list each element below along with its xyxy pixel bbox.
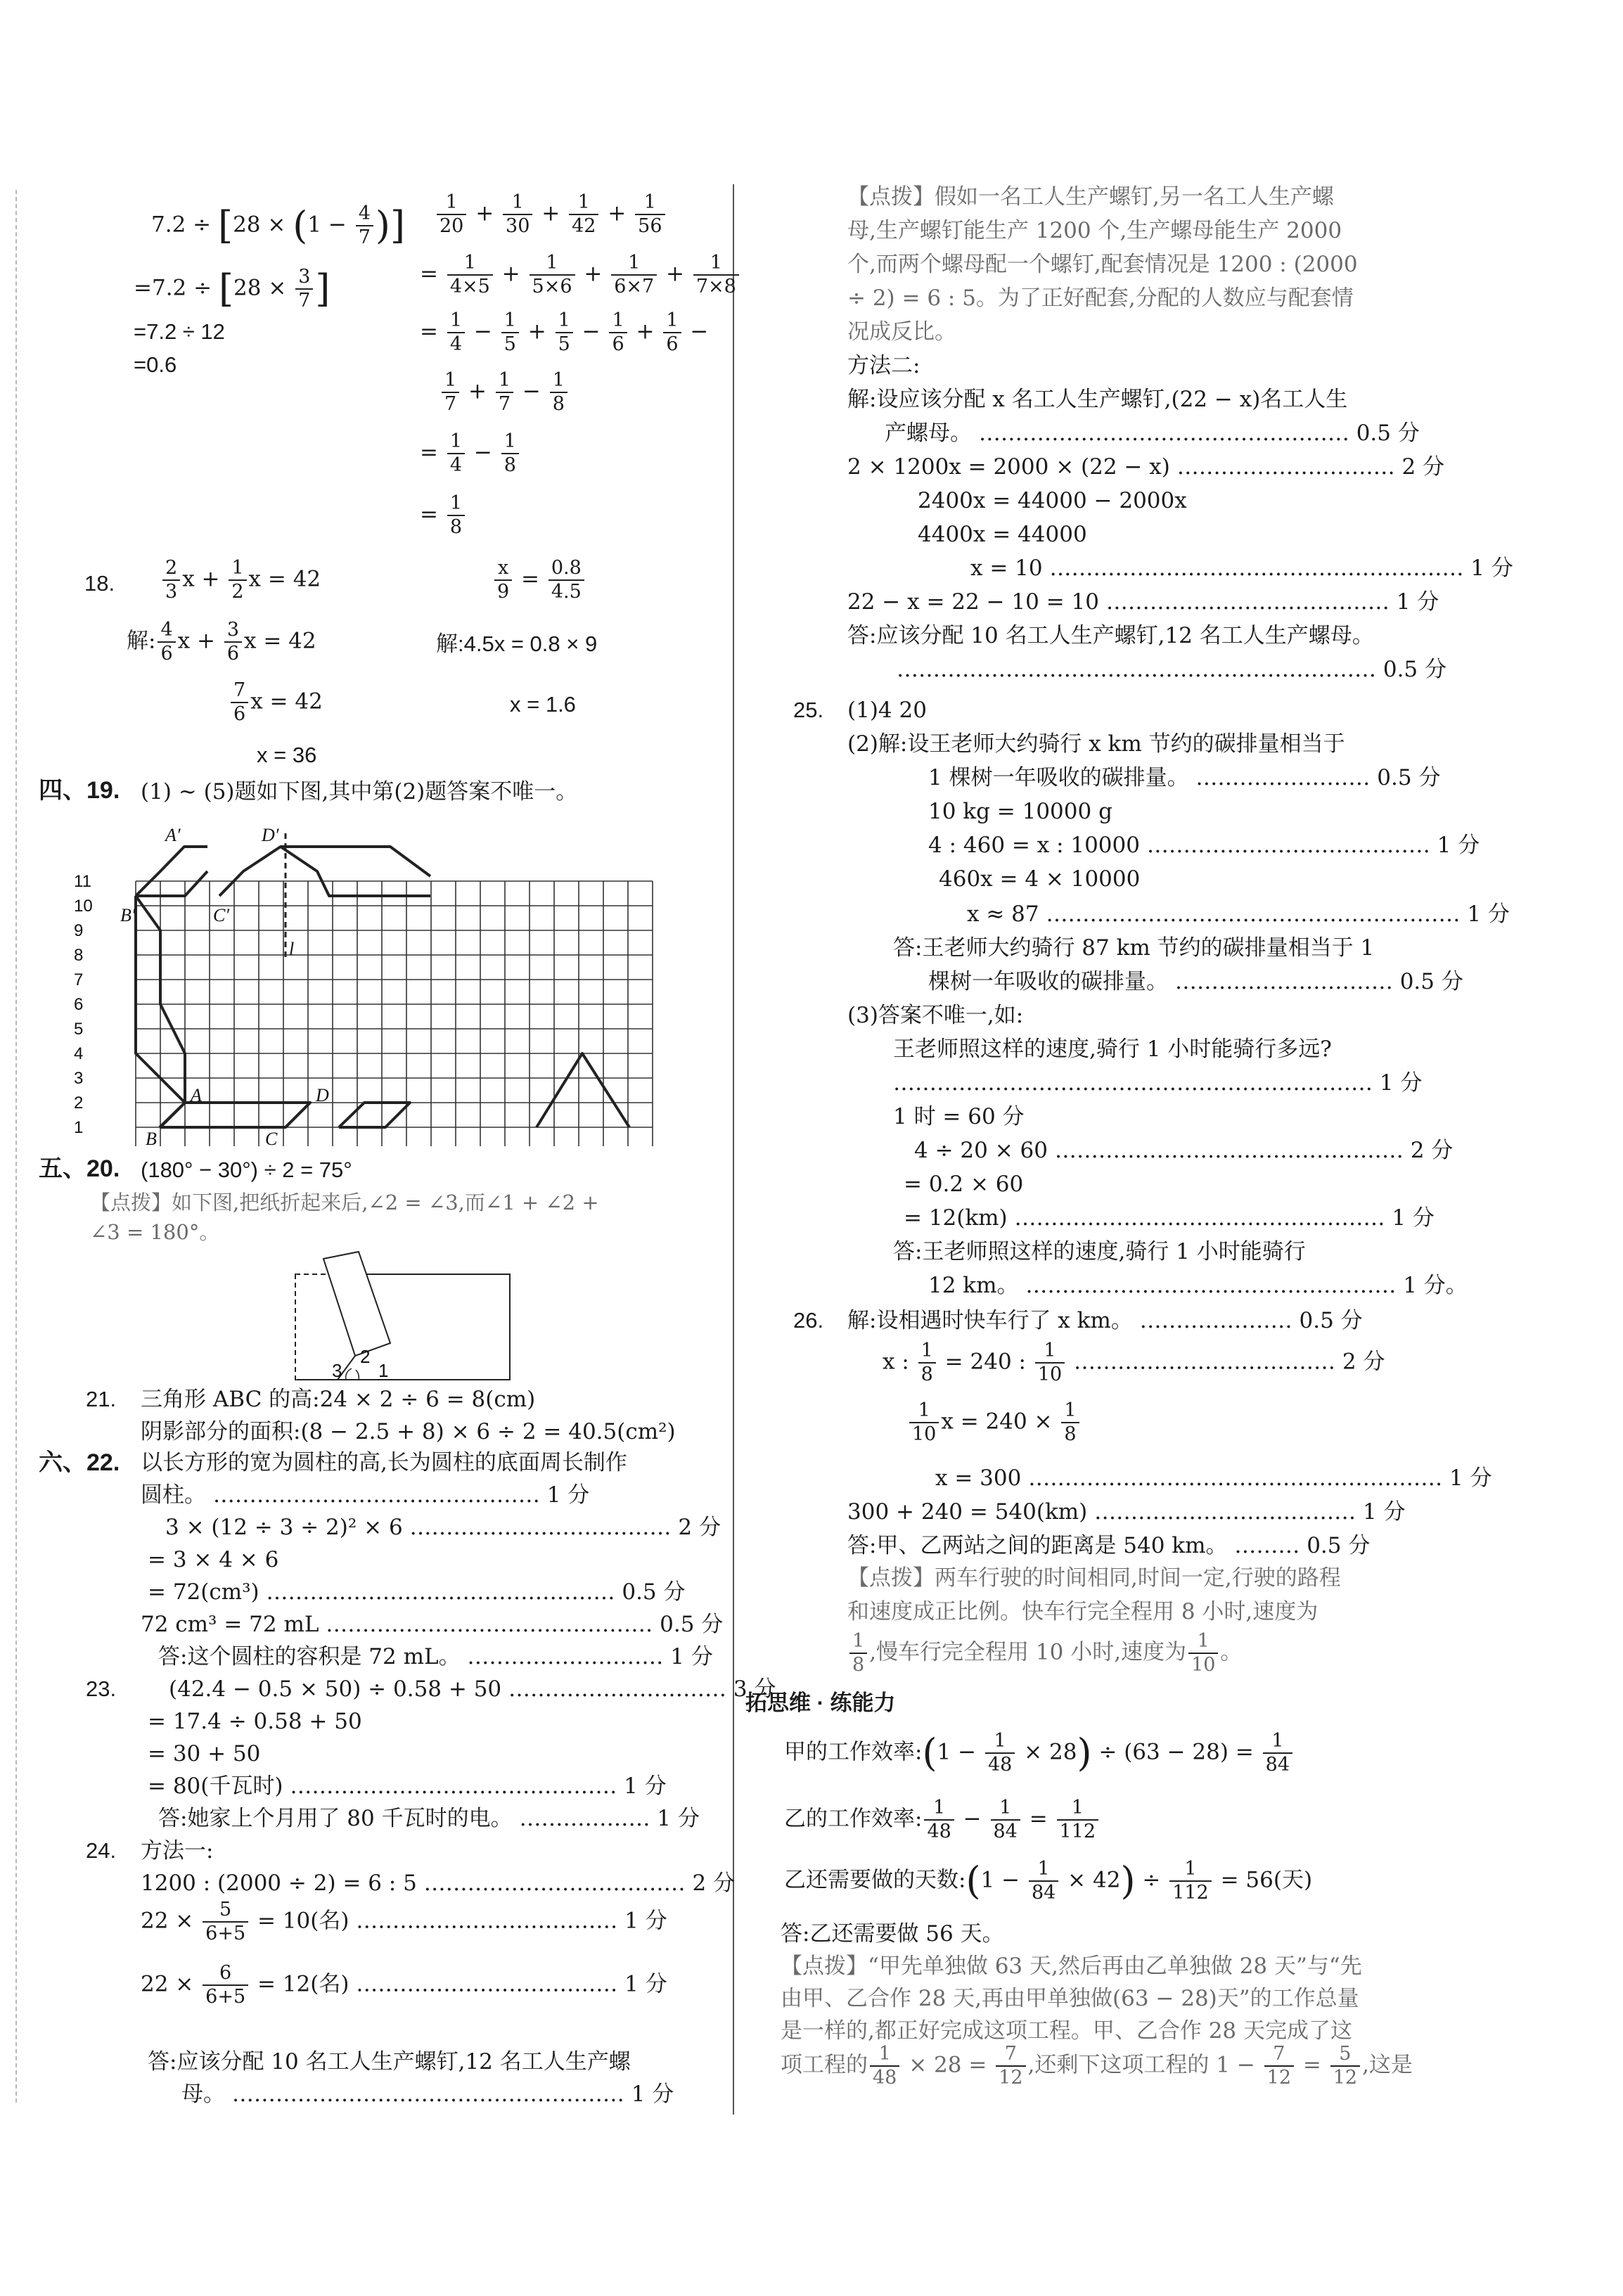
q17b-line6: = $\frac{1}{8}$ [420,492,467,539]
y-tick-label: 11 [74,872,91,891]
right-text-line: 4 ÷ 20 × 60 ………………………………………… 2 分 [914,1138,1454,1163]
q17b-line3: = $\frac{1}{4}$ − $\frac{1}{5}$ + $\frac{1}{5}$ − $\frac{1}{6}$ + $\frac{1}{6}$ − [420,309,709,355]
right-text-line: 4400x = 44000 [918,522,1087,547]
right-text-line: 10 kg = 10000 g [928,799,1112,824]
q20-text: (180° − 30°) ÷ 2 = 75° [141,1157,352,1182]
right-text-line: (3)答案不唯一,如: [847,1003,1024,1028]
label-C-prime: C′ [213,905,230,925]
q22-line4: = 3 × 4 × 6 [148,1547,279,1572]
q18-a2: 解: $\frac{4}{6}$ x + $\frac{3}{6}$ x = 42 [127,619,316,665]
right-text-line: = 0.2 × 60 [904,1172,1024,1197]
extend-line3: 乙还需要做的天数:(1 − $\frac{1}{84}$ × 42) ÷ $\frac{1}{112}$ = 56(天) [784,1858,1313,1904]
right-text-line: 2400x = 44000 − 2000x [918,488,1187,513]
y-tick-label: 10 [74,897,93,916]
q24-line5: 答:应该分配 10 名工人生产螺钉,12 名工人生产螺 [148,2049,631,2074]
right-text-line: (1)4 20 [847,698,927,723]
right-text-line: 拓思维 · 练能力 [745,1691,896,1715]
q17a-line1: 7.2 ÷ [28 × (1 − $\frac{4}{7}$ )] [151,203,406,248]
q17a-line3: =7.2 ÷ 12 [134,319,225,344]
right-text-line: 个,而两个螺母配一个螺钉,配套情况是 1200 : (2000 [847,252,1358,277]
q22-line6: 72 cm³ = 72 mL ……………………………………… 0.5 分 [141,1612,724,1637]
q23-number: 23. [86,1676,117,1701]
extend-line2: 乙的工作效率: $\frac{1}{48}$ − $\frac{1}{84}$ = $\frac{1}{112}$ [784,1797,1101,1843]
q23-line4: = 80(千瓦时) ……………………………………… 1 分 [148,1774,667,1799]
q18-b2: 解:4.5x = 0.8 × 9 [436,631,598,656]
q20-label: 五、20. [39,1155,120,1182]
y-tick-label: 5 [74,1020,84,1039]
right-text-line: 方法二: [847,353,920,378]
q24-line6: 母。 ……………………………………………… 1 分 [181,2082,674,2107]
upper-figure-outline [136,847,207,896]
q23-line5: 答:她家上个月用了 80 千瓦时的电。 ……………… 1 分 [158,1806,700,1831]
y-tick-label: 8 [74,946,84,965]
y-tick-label: 1 [74,1118,84,1137]
q22-line1: 以长方形的宽为圆柱的高,长为圆柱的底面周长制作 [141,1450,627,1475]
binding-margin-line [15,190,17,2103]
q18-b1: $\frac{x}{9}$ = $\frac{0.8}{4.5}$ [492,557,586,603]
q17b-line5: = $\frac{1}{4}$ − $\frac{1}{8}$ [420,430,521,477]
y-tick-label: 4 [74,1044,84,1063]
extend-line1: 甲的工作效率:(1 − $\frac{1}{48}$ × 28) ÷ (63 − 28) = $\frac{1}{84}$ [784,1730,1295,1776]
q21-line1: 三角形 ABC 的高:24 × 2 ÷ 6 = 8(cm) [141,1387,536,1412]
q22-line5: = 72(cm³) ………………………………………… 0.5 分 [148,1579,686,1605]
right-text-line: 1 时 = 60 分 [893,1104,1025,1129]
column-divider [733,184,734,2115]
right-text-line: = 12(km) …………………………………………… 1 分 [904,1205,1435,1231]
y-tick-label: 2 [74,1094,84,1112]
q18-a4: x = 36 [257,743,317,767]
q23-line2: = 17.4 ÷ 0.58 + 50 [148,1709,362,1734]
q17b-line4: $\frac{1}{7}$ + $\frac{1}{7}$ − $\frac{1}{8}$ [440,369,570,416]
label-A: A [191,1085,202,1105]
right-text-line: x = 10 ………………………………………………… 1 分 [970,556,1513,581]
right-text-line: 【点拨】两车行驶的时间相同,时间一定,行驶的路程 [847,1565,1341,1591]
right-text-line: 【点拨】假如一名工人生产螺钉,另一名工人生产螺 [847,184,1334,210]
y-tick-label: 7 [74,970,84,989]
q17b-line2: = $\frac{1}{4\times 5}$ + $\frac{1}{5\times 6}$ + $\frac{1}{6\times 7}$ + $\frac{1}{7\times 8}$ [420,252,741,298]
extend-tip-line4: 项工程的 $\frac{1}{48}$ × 28 = $\frac{7}{12}$ ,还剩下这项工程的 1 − $\frac{7}{12}$ = $\frac{5}{12}$ ,这是 [781,2043,1413,2089]
angle-1-label: 1 [378,1360,389,1381]
q22-line7: 答:这个圆柱的容积是 72 mL。 ……………………… 1 分 [158,1644,713,1669]
right-text-line: 答:王老师照这样的速度,骑行 1 小时能骑行 [893,1239,1306,1264]
right-text-line: 答:应该分配 10 名工人生产螺钉,12 名工人生产螺母。 [847,623,1374,648]
q24-line4: 22 × $\frac{6}{6+5}$ = 12(名) ……………………………… 1 分 [141,1962,667,2008]
right-text-line: x ≈ 87 ………………………………………………… 1 分 [967,902,1510,927]
angle-2-label: 2 [360,1346,371,1367]
right-text-line: 王老师照这样的速度,骑行 1 小时能骑行多远? [893,1037,1332,1062]
paper-fold-figure [288,1245,520,1392]
right-text-line: ………………………………………………………… 1 分 [893,1070,1423,1096]
right-text-line: 2 × 1200x = 2000 × (22 − x) ………………………… 2 分 [847,454,1445,480]
coordinate-grid-figure [67,809,686,1146]
triangle-figure [537,1053,629,1127]
q18-number: 18. [84,571,115,596]
right-text-line: 答:乙还需要做 56 天。 [781,1921,1004,1947]
y-tick-label: 9 [74,921,84,940]
right-text-line: 12 km。 …………………………………………… 1 分。 [928,1273,1468,1298]
angle-3-label: 3 [332,1360,342,1381]
q20-tip-line1: 【点拨】如下图,把纸折起来后,∠2 = ∠3,而∠1 + ∠2 + [90,1191,599,1214]
label-B-prime: B′ [120,905,136,925]
right-text-line: 解:设应该分配 x 名工人生产螺钉,(22 − x)名工人生 [847,387,1348,412]
q21-number: 21. [86,1387,117,1411]
right-text-line: 由甲、乙合作 28 天,再由甲单独做(63 − 28)天”的工作总量 [781,1986,1359,2011]
label-D: D [316,1085,329,1105]
right-text-line: 棵树一年吸收的碳排量。 ………………………… 0.5 分 [928,969,1463,994]
right-text-line: 300 + 240 = 540(km) ……………………………… 1 分 [847,1499,1406,1525]
y-tick-label: 6 [74,995,84,1014]
label-C: C [265,1129,278,1146]
right-text-line: x = 300 ………………………………………………… 1 分 [935,1466,1492,1491]
lower-shape-abcd [160,1103,310,1127]
q17a-line4: =0.6 [134,352,177,377]
right-text-line: 答:甲、乙两站之间的距离是 540 km。 ……… 0.5 分 [847,1533,1371,1558]
q17b-line1: $\frac{1}{20}$ + $\frac{1}{30}$ + $\frac{1}{42}$ + $\frac{1}{56}$ [435,191,667,238]
q18-a1: $\frac{2}{3}$ x + $\frac{1}{2}$ x = 42 [160,557,321,603]
q22-line3: 3 × (12 ÷ 3 ÷ 2)² × 6 ……………………………… 2 分 [165,1515,721,1540]
right-text-line: 22 − x = 22 − 10 = 10 ………………………………… 1 分 [847,589,1439,615]
right-text-line: ÷ 2) = 6 : 5。为了正好配套,分配的人数应与配套情 [847,286,1354,311]
right-text-line: 460x = 4 × 10000 [939,866,1141,892]
q20-tip-line2: ∠3 = 180°。 [90,1220,220,1244]
label-l: l [289,939,295,959]
right-text-line: 母,生产螺钉能生产 1200 个,生产螺母能生产 2000 [847,218,1342,243]
q23-line1: (42.4 − 0.5 × 50) ÷ 0.58 + 50 ………………………… 3 分 [169,1676,776,1702]
label-D-prime: D′ [262,825,279,845]
right-text-line: (2)解:设王老师大约骑行 x km 节约的碳排量相当于 [847,731,1345,757]
right-text-line: 是一样的,都正好完成这项工程。甲、乙合作 28 天完成了这 [781,2018,1353,2044]
q22-label: 六、22. [39,1449,120,1476]
q21-line2: 阴影部分的面积:(8 − 2.5 + 8) × 6 ÷ 2 = 40.5(cm²) [141,1419,676,1444]
right-text-line: 和速度成正比例。快车行完全程用 8 小时,速度为 [847,1599,1319,1624]
right-text-line: 答:王老师大约骑行 87 km 节约的碳排量相当于 1 [893,935,1375,961]
q19-label: 四、19. [39,777,120,804]
right-text-line: 25. [793,698,824,722]
right-text-line: 解:设相遇时快车行了 x km。 ………………… 0.5 分 [847,1308,1363,1333]
y-tick-label: 3 [74,1069,84,1088]
q24-line1: 方法一: [141,1838,214,1864]
q22-line2: 圆柱。 ……………………………………… 1 分 [141,1482,590,1508]
right-text-line: 4 : 460 = x : 10000 ………………………………… 1 分 [928,833,1480,858]
q24-number: 24. [86,1838,117,1863]
q19-text: (1) ~ (5)题如下图,其中第(2)题答案不唯一。 [141,779,578,804]
q24-line2: 1200 : (2000 ÷ 2) = 6 : 5 ……………………………… 2 分 [141,1871,736,1896]
q18-a3: $\frac{7}{6}$ x = 42 [229,679,323,726]
right-text-line: 况成反比。 [847,319,956,345]
q26-line4: $\frac{1}{10}$ x = 240 × $\frac{1}{8}$ [907,1399,1082,1446]
q17a-line2: =7.2 ÷ [28 × $\frac{3}{7}$ ] [134,266,331,312]
right-text-line: ………………………………………………………… 0.5 分 [897,657,1447,682]
q24-line3: 22 × $\frac{5}{6+5}$ = 10(名) ……………………………… 1 分 [141,1899,667,1944]
q26-line3: x : $\frac{1}{8}$ = 240 : $\frac{1}{10}$ ……………………………… 2 分 [883,1340,1385,1385]
right-text-line: 26. [793,1308,824,1333]
small-parallelogram [339,1103,410,1127]
q26-tip-line3: $\frac{1}{8}$ ,慢车行完全程用 10 小时,速度为 $\frac{1}{10}$ 。 [847,1630,1242,1676]
label-A-prime: A′ [165,825,181,845]
right-text-line: 产螺母。 …………………………………………… 0.5 分 [885,421,1420,446]
q23-line3: = 30 + 50 [148,1741,261,1766]
right-text-line: 1 棵树一年吸收的碳排量。 …………………… 0.5 分 [928,765,1441,790]
right-text-line: 【点拨】“甲先单独做 63 天,然后再由乙单独做 28 天”与“先 [781,1954,1362,1979]
q18-b3: x = 1.6 [510,692,576,717]
label-B: B [146,1129,157,1146]
